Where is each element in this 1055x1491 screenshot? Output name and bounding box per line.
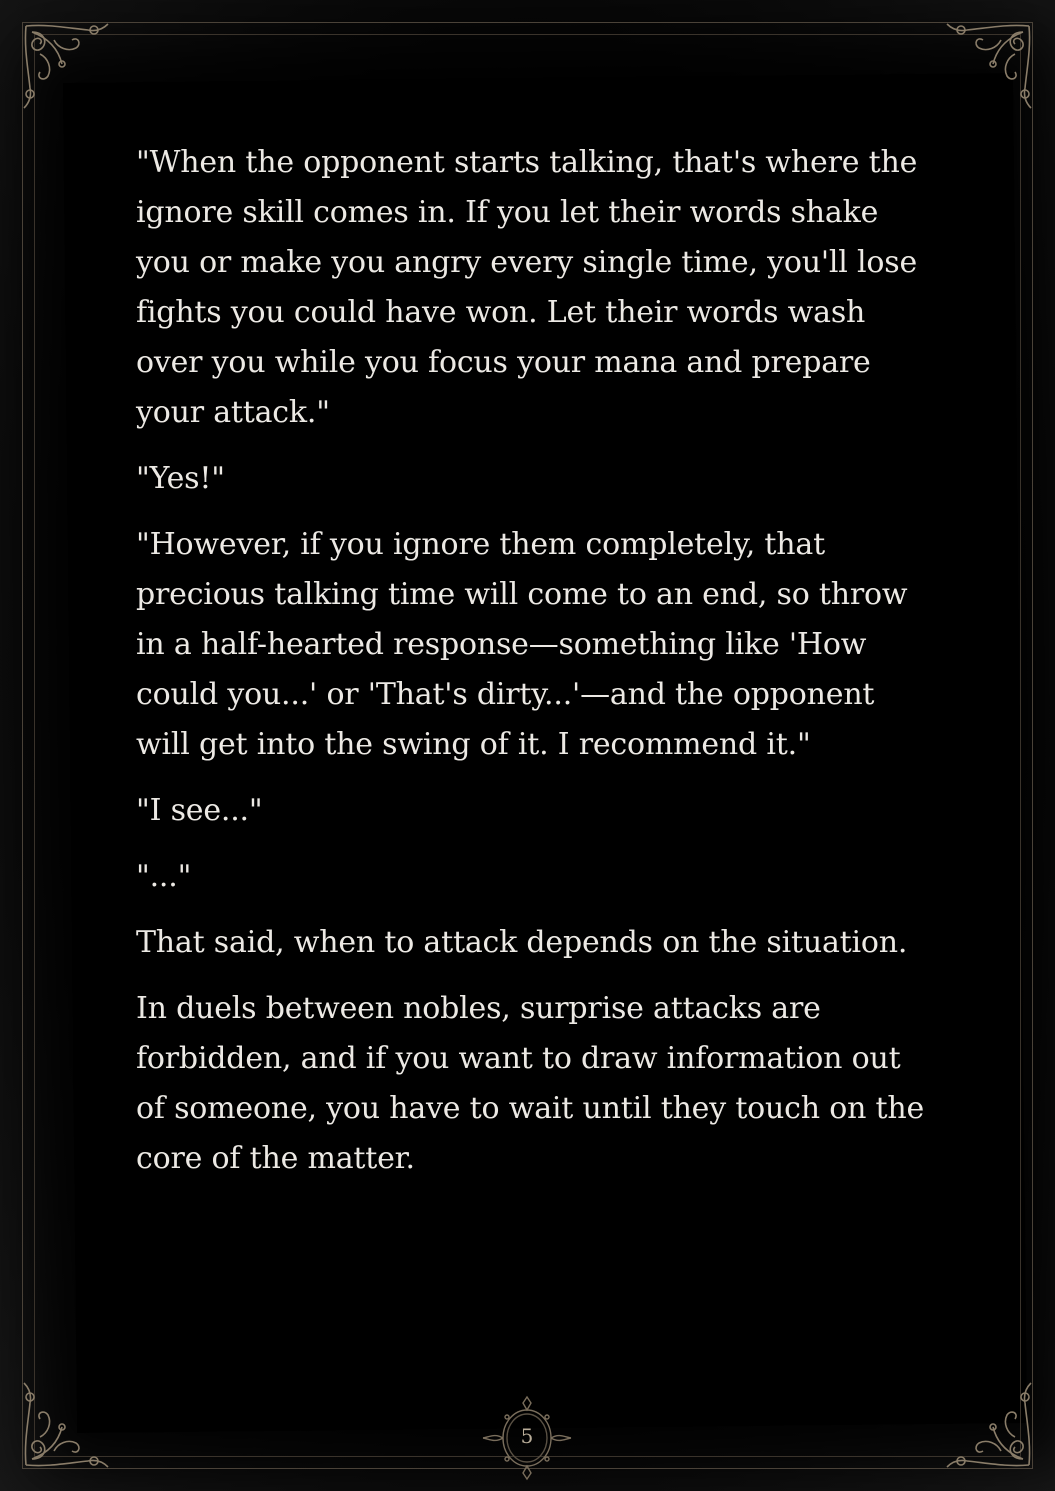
page-number-medallion <box>477 1393 577 1483</box>
paragraph: "When the opponent starts talking, that's where the ignore skill comes in. If you let their words shake you or make you angry every single time, you'll lose fights you could have won. Let their words wash over you while you focus your mana and prepare your attack." <box>136 145 918 430</box>
corner-flourish-icon <box>18 18 114 114</box>
corner-flourish-icon <box>941 1377 1037 1473</box>
page-body-text <box>136 138 926 1200</box>
paragraph: "..." <box>136 859 192 894</box>
paragraph: "However, if you ignore them completely, that precious talking time will come to an end, so throw in a half-hearted response—something like 'How could you...' or 'That's dirty...'—and the opponent will get into the swing of it. I recommend it." <box>136 527 908 762</box>
paragraph: "Yes!" <box>136 461 225 496</box>
paragraph: That said, when to attack depends on the situation. <box>136 925 908 960</box>
paragraph: In duels between nobles, surprise attacks are forbidden, and if you want to draw information out of someone, you have to wait until they touch on the core of the matter. <box>136 991 925 1176</box>
corner-flourish-icon <box>941 18 1037 114</box>
paragraph: "I see..." <box>136 793 263 828</box>
corner-flourish-icon <box>18 1377 114 1473</box>
page-number: 5 <box>520 1424 534 1448</box>
